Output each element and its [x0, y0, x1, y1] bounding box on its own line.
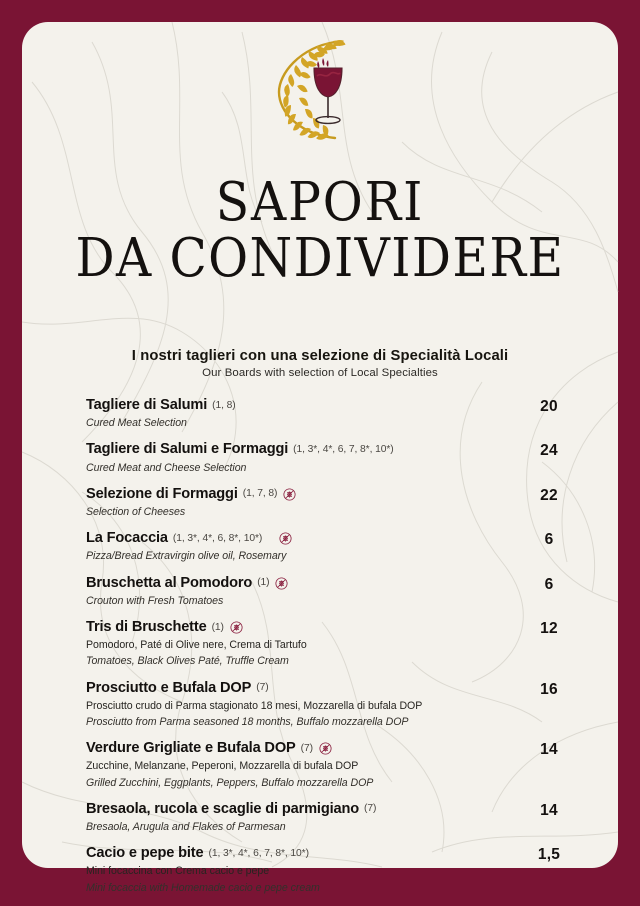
subtitle-italian: I nostri taglieri con una selezione di Specialità Locali: [131, 348, 509, 364]
menu-item-description-italian: Pomodoro, Paté di Olive nere, Crema di Tartufo: [86, 639, 307, 652]
menu-item-price: 6: [544, 575, 554, 593]
menu-item-details: [86, 680, 514, 730]
menu-card: [22, 22, 618, 894]
menu-item-price: 20: [540, 398, 558, 415]
menu-item-name: Verdure Grigliate e Bufala DOP: [86, 740, 296, 757]
menu-item-name: La Focaccia: [86, 530, 168, 547]
menu-item: [86, 397, 584, 430]
menu-item-price: 1,5: [537, 846, 561, 864]
menu-item-header: [86, 397, 514, 414]
allergen-codes: (7): [256, 682, 269, 694]
allergen-codes: (1): [211, 621, 224, 633]
menu-item-description-english: Cured Meat Selection: [86, 417, 187, 430]
menu-item-header: [86, 845, 514, 862]
menu-item-name: Cacio e pepe bite: [86, 845, 204, 862]
menu-item-price: 14: [540, 801, 558, 819]
wheat-wreath-wine-glass-logo: [265, 34, 375, 144]
menu-item-header: [86, 801, 514, 818]
menu-item-list: [86, 397, 584, 906]
title-line-2: DA CONDIVIDERE: [75, 227, 565, 289]
menu-item-description-english: Crouton with Fresh Tomatoes: [86, 594, 224, 607]
menu-item-details: [86, 397, 514, 430]
menu-item-details: [86, 619, 514, 669]
section-subtitle: [22, 348, 618, 379]
allergen-codes: (1, 7, 8): [242, 488, 278, 500]
menu-item-name: Bresaola, rucola e scaglie di parmigiano: [86, 800, 360, 817]
menu-item-details: [86, 801, 514, 834]
menu-item-description-english: Bresaola, Arugula and Flakes of Parmesan: [86, 821, 286, 834]
gluten-free-icon: [230, 621, 243, 634]
allergen-codes: (7): [300, 742, 313, 754]
menu-item-description-italian: Prosciutto crudo di Parma stagionato 18 mesi, Mozzarella di bufala DOP: [86, 699, 423, 712]
allergen-codes: (1): [257, 577, 270, 589]
gluten-free-icon: [283, 488, 296, 501]
allergen-codes: (1, 3*, 4*, 6, 8*, 10*): [172, 532, 263, 544]
menu-item-description-english: Grilled Zucchini, Eggplants, Peppers, Buffalo mozzarella DOP: [86, 776, 374, 789]
menu-item-description-italian: Mini focaccina con Crema cacio e pepe: [86, 865, 270, 878]
menu-item-name: Tagliere di Salumi e Formaggi: [86, 441, 289, 458]
menu-item-price: 16: [540, 680, 558, 698]
menu-item-header: [86, 575, 514, 592]
menu-item-description-english: Tomatoes, Black Olives Paté, Truffle Cream: [86, 655, 289, 668]
menu-item-name: Tagliere di Salumi: [86, 397, 208, 413]
menu-item-name: Bruschetta al Pomodoro: [86, 574, 253, 591]
menu-item-name: Selezione di Formaggi: [86, 485, 238, 502]
menu-item: [86, 575, 584, 608]
menu-item-description-italian: Zucchine, Melanzane, Peperoni, Mozzarella di bufala DOP: [86, 760, 359, 773]
menu-item-description-english: Prosciutto from Parma seasoned 18 months, Buffalo mozzarella DOP: [86, 716, 409, 729]
menu-item-header: [86, 680, 514, 697]
menu-item-price: 22: [540, 486, 558, 504]
menu-item-details: [86, 845, 514, 895]
menu-item-details: [86, 486, 514, 519]
gluten-free-icon: [275, 577, 288, 590]
allergen-codes: (1, 8): [212, 399, 236, 411]
page-title: [22, 172, 618, 289]
menu-item-description-english: Cured Meat and Cheese Selection: [86, 461, 247, 474]
menu-item-header: [86, 619, 514, 636]
menu-item-details: [86, 575, 514, 608]
menu-item-header: [86, 740, 514, 757]
wine-glass-icon: [314, 58, 342, 123]
allergen-codes: (1, 3*, 4*, 6, 7, 8*, 10*): [293, 443, 394, 455]
menu-item-description-english: Mini focaccia with Homemade cacio e pepe cream: [86, 881, 320, 894]
menu-item-description-english: Selection of Cheeses: [86, 506, 186, 519]
menu-item: [86, 486, 584, 519]
allergen-codes: (7): [364, 803, 377, 815]
menu-item: [86, 680, 584, 730]
gluten-free-icon: [319, 742, 332, 755]
menu-item-details: [86, 530, 514, 563]
menu-item-price: 12: [540, 620, 558, 638]
allergen-codes: (1, 3*, 4*, 6, 7, 8*, 10*): [208, 847, 309, 859]
menu-item-details: [86, 740, 514, 790]
menu-item-header: [86, 530, 514, 547]
menu-item: [86, 845, 584, 895]
logo-container: [22, 34, 618, 144]
menu-item-price: 14: [540, 741, 558, 759]
menu-item: [86, 801, 584, 834]
menu-item-header: [86, 486, 514, 503]
subtitle-english: Our Boards with selection of Local Specialties: [202, 367, 438, 379]
menu-item-name: Tris di Bruschette: [86, 619, 207, 636]
menu-item: [86, 530, 584, 563]
gluten-free-icon: [279, 532, 292, 545]
menu-item: [86, 619, 584, 669]
menu-item-name: Prosciutto e Bufala DOP: [86, 679, 252, 696]
menu-item-price: 24: [540, 442, 558, 460]
menu-item-price: 6: [544, 531, 554, 549]
menu-item-details: [86, 441, 514, 474]
menu-item: [86, 740, 584, 790]
menu-item-header: [86, 441, 514, 458]
menu-item: [86, 441, 584, 474]
menu-item-description-english: Pizza/Bread Extravirgin olive oil, Rosemary: [86, 550, 287, 563]
title-line-1: SAPORI: [215, 172, 425, 233]
